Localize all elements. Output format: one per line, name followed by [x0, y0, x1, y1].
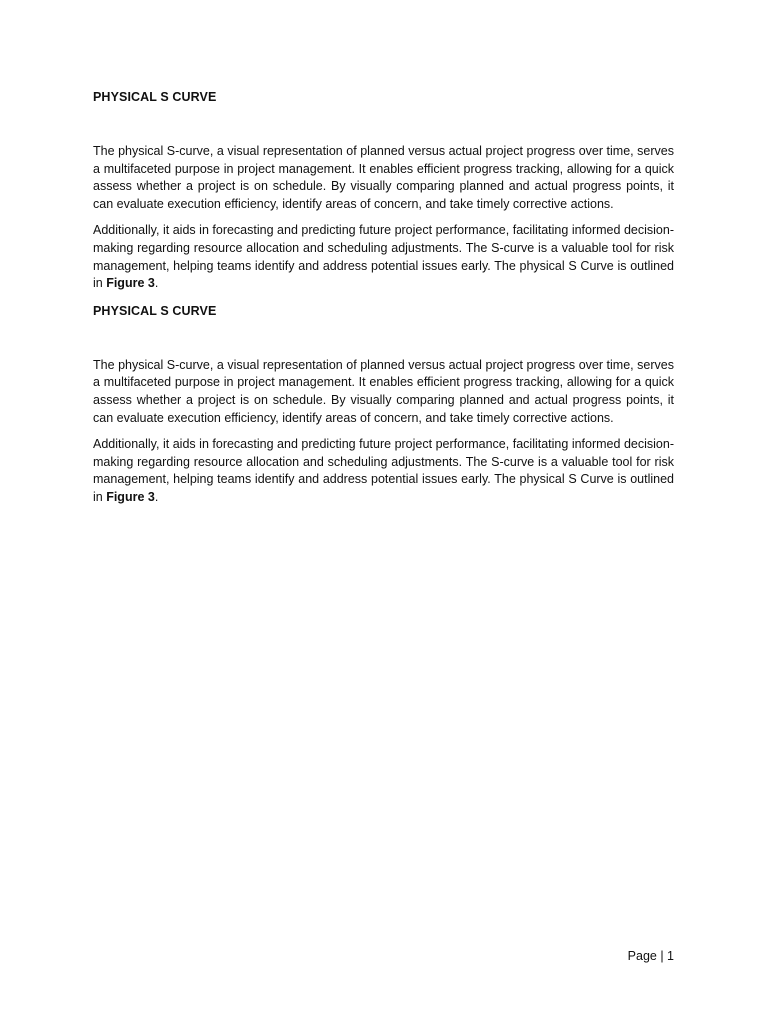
- paragraph-end: .: [154, 276, 159, 291]
- paragraph: The physical S-curve, a visual representation of planned versus actual project progress over time, serves a multifaceted purpose in project management. It enables efficient progress tracking, allowing for a quick assess whether a project is on schedule. By visually comparing planned and actual progress points, it can evaluate execution efficiency, identify areas of concern, and take timely corrective actions.: [93, 357, 674, 425]
- figure-reference: Figure 3: [106, 276, 155, 291]
- document-page: [93, 88, 674, 516]
- paragraph-end: .: [154, 489, 159, 504]
- paragraph: [93, 222, 674, 292]
- paragraph: The physical S-curve, a visual representation of planned versus actual project progress over time, serves a multifaceted purpose in project management. It enables efficient progress tracking, allowing for a quick assess whether a project is on schedule. By visually comparing planned and actual progress points, it can evaluate execution efficiency, identify areas of concern, and take timely corrective actions.: [93, 144, 674, 211]
- paragraph: [93, 436, 674, 506]
- figure-reference: Figure 3: [106, 489, 155, 504]
- section-heading: PHYSICAL S CURVE: [93, 303, 217, 318]
- paragraph-text: Additionally, it aids in forecasting and predicting future project performance, facilitating informed decision-making regarding resource allocation and scheduling adjustments. The S-curve is a valuable tool for risk management, helping teams identify and address potential issues early. The physical S Curve is outlined in: [93, 437, 674, 504]
- section-physical-s-curve-2: [93, 302, 674, 507]
- page-number: Page | 1: [627, 949, 674, 963]
- section-physical-s-curve-1: [93, 88, 674, 293]
- section-heading: PHYSICAL S CURVE: [93, 90, 217, 104]
- paragraph-text: Additionally, it aids in forecasting and predicting future project performance, facilitating informed decision-making regarding resource allocation and scheduling adjustments. The S-curve is a valuable tool for risk management, helping teams identify and address potential issues early. The physical S Curve is outlined in: [93, 223, 674, 291]
